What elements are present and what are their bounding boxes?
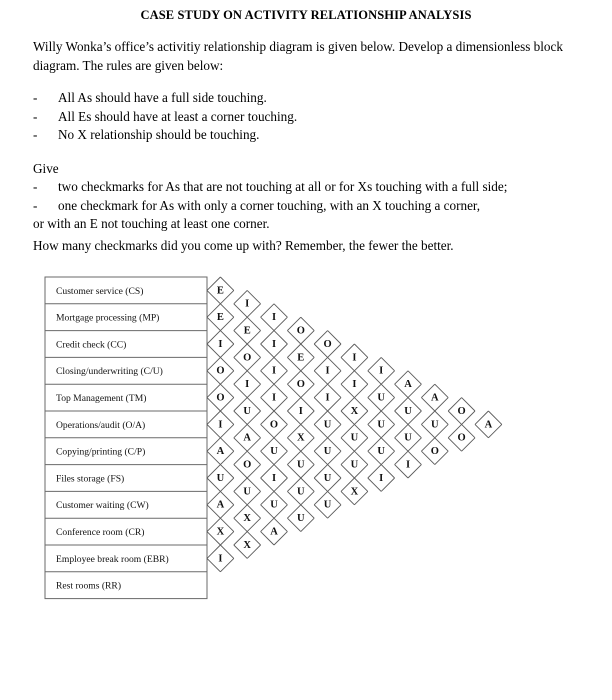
activity-label: Files storage (FS) (56, 473, 125, 485)
relationship-code: E (243, 325, 251, 337)
relationship-code: U (404, 405, 412, 417)
relationship-code: I (271, 312, 277, 324)
bullet-dash: - (33, 108, 38, 124)
relationship-code: X (350, 405, 359, 417)
relationship-code: O (457, 432, 466, 444)
relationship-code: I (379, 365, 384, 377)
activity-label: Customer service (CS) (56, 285, 144, 297)
give-tail-text: or with an E not touching at least one corner. (33, 216, 270, 231)
activity-label: Employee break room (EBR) (56, 553, 169, 565)
relationship-code: E (216, 312, 224, 324)
relationship-code: U (404, 432, 412, 444)
rule-text: All Es should have at least a corner touching. (58, 108, 298, 124)
relationship-code: I (218, 419, 223, 431)
activity-label: Customer waiting (CW) (56, 500, 149, 512)
relationship-code: O (430, 446, 439, 458)
relationship-code: U (377, 392, 385, 404)
give-rules-list (33, 178, 581, 215)
activity-label: Mortgage processing (MP) (56, 312, 160, 324)
relationship-code: I (245, 298, 250, 310)
relationship-code: I (245, 379, 250, 391)
relationship-code: U (243, 486, 251, 498)
relationship-code: I (352, 352, 357, 364)
relationship-code: X (243, 513, 251, 525)
rule-text: one checkmark for As with only a corner touching, with an X touching a corner, (58, 197, 481, 213)
relationship-code: I (271, 365, 277, 377)
list-item (33, 178, 581, 197)
activity-label: Credit check (CC) (56, 339, 127, 351)
relationship-code: O (296, 379, 305, 391)
relationship-code: U (350, 432, 359, 444)
relationship-code: U (297, 513, 305, 525)
relationship-code: U (270, 446, 278, 458)
bullet-dash: - (33, 179, 38, 194)
list-item (33, 89, 581, 108)
activity-label: Closing/underwriting (C/U) (56, 366, 163, 378)
relationship-code: I (352, 379, 357, 391)
relationship-code: A (216, 446, 225, 458)
intro-paragraph: Willy Wonka’s office’s activitiy relationship diagram is given below. Develop a dimensionless block diagram. The rules are given below: (33, 39, 563, 73)
relationship-code: I (325, 392, 330, 404)
relationship-code: U (323, 446, 332, 458)
relationship-code: O (243, 352, 252, 364)
relationship-code: I (325, 365, 330, 377)
rel-chart-svg (40, 270, 570, 610)
relationship-code: O (269, 419, 279, 431)
bullet-dash: - (33, 197, 38, 213)
relationship-code: A (404, 379, 412, 391)
relationship-code: X (243, 539, 251, 551)
diamond-lattice (207, 277, 502, 572)
relationship-code: U (297, 459, 305, 471)
relationship-code: I (271, 392, 277, 404)
activity-label: Copying/printing (C/P) (56, 446, 146, 458)
relationship-code: I (218, 553, 223, 565)
relationship-code: U (323, 499, 332, 511)
relationship-code: X (216, 526, 225, 538)
relationship-code: I (405, 459, 411, 471)
activity-label: Operations/audit (O/A) (56, 419, 146, 431)
relationship-code: O (243, 459, 252, 471)
relationship-code: U (270, 499, 278, 511)
list-item (33, 126, 581, 145)
relationship-code: E (297, 352, 305, 364)
activity-label: Top Management (TM) (56, 393, 147, 404)
relationship-code: I (379, 472, 384, 484)
page-title: CASE STUDY ON ACTIVITY RELATIONSHIP ANALYSIS (140, 8, 472, 22)
activity-label: Conference room (CR) (56, 527, 145, 538)
relationship-code: O (323, 338, 332, 350)
relationship-code: U (297, 486, 305, 498)
rule-text: No X relationship should be touching. (58, 127, 260, 143)
relationship-code: A (431, 392, 439, 404)
relationship-code: O (296, 325, 305, 337)
activity-label: Rest rooms (RR) (56, 580, 122, 592)
bullet-dash: - (33, 90, 38, 105)
relationship-code: U (323, 419, 332, 431)
relationship-code: X (297, 432, 305, 444)
bullet-dash: - (33, 127, 38, 143)
relationship-code: U (323, 472, 332, 484)
relationship-code: I (271, 472, 277, 484)
rules-list (33, 89, 581, 145)
activity-label-boxes (45, 277, 207, 599)
relationship-code: I (218, 338, 223, 350)
relationship-code: I (271, 338, 277, 350)
activity-relationship-chart (40, 270, 570, 610)
rule-text: two checkmarks for As that are not touching at all or for Xs touching with a full side; (58, 179, 508, 194)
relationship-code: A (484, 419, 493, 431)
relationship-code: U (243, 405, 251, 417)
relationship-code: I (298, 405, 303, 417)
relationship-code: O (457, 405, 466, 417)
list-item (33, 197, 581, 216)
relationship-code: U (377, 446, 385, 458)
relationship-code: U (350, 459, 359, 471)
relationship-code: A (216, 499, 225, 511)
give-heading: Give (33, 161, 59, 176)
relationship-code: O (216, 365, 225, 377)
rule-text: All As should have a full side touching. (58, 90, 267, 105)
question-text: How many checkmarks did you come up with? Remember, the fewer the better. (33, 238, 454, 253)
relationship-code: U (431, 419, 439, 431)
relationship-code: U (216, 472, 225, 484)
relationship-code: X (350, 486, 359, 498)
relationship-code: A (270, 526, 278, 538)
relationship-code: A (243, 432, 251, 444)
relationship-code: E (216, 285, 224, 297)
list-item (33, 108, 581, 127)
relationship-code: U (377, 419, 385, 431)
relationship-code: O (216, 392, 225, 404)
